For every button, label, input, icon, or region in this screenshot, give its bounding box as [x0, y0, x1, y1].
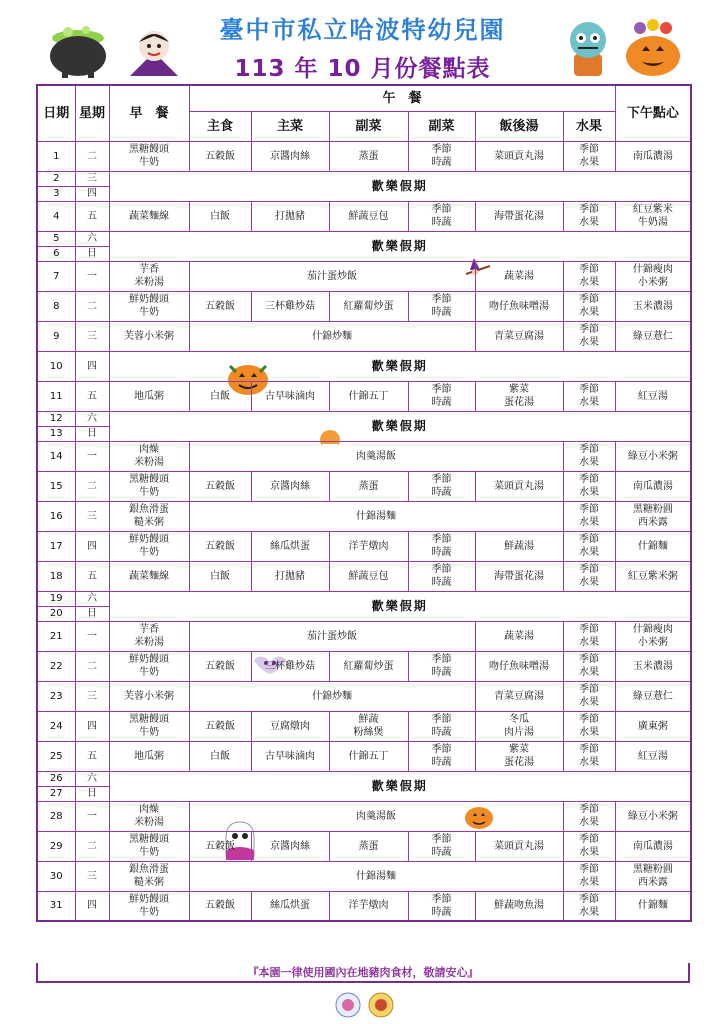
cell-day: 一	[75, 621, 109, 651]
cell-date: 30	[37, 861, 75, 891]
cell-staple: 五穀飯	[189, 891, 251, 921]
cell-breakfast: 肉燥 米粉湯	[109, 801, 189, 831]
cell-day: 六	[75, 771, 109, 786]
cell-merged: 茄汁蛋炒飯	[189, 261, 475, 291]
cell-fruit: 季節 水果	[563, 891, 615, 921]
cell-date: 2	[37, 171, 75, 186]
cell-breakfast: 芋香 米粉湯	[109, 261, 189, 291]
cell-fruit: 季節 水果	[563, 681, 615, 711]
menu-row	[37, 771, 691, 786]
cell-side2: 季節 時蔬	[408, 831, 475, 861]
cell-side2: 季節 時蔬	[408, 711, 475, 741]
cell-staple: 白飯	[189, 201, 251, 231]
cell-side1: 紅蘿蔔炒蛋	[329, 651, 408, 681]
cell-snack: 南瓜濃湯	[615, 831, 691, 861]
cell-snack: 黑糖粉圓 西米露	[615, 861, 691, 891]
cell-breakfast: 地瓜粥	[109, 381, 189, 411]
header-staple: 主食	[189, 111, 251, 141]
cell-side1: 蒸蛋	[329, 141, 408, 171]
cell-date: 7	[37, 261, 75, 291]
cell-day: 四	[75, 891, 109, 921]
cell-day: 日	[75, 606, 109, 621]
cell-breakfast: 黑糖饅頭 牛奶	[109, 471, 189, 501]
cell-fruit: 季節 水果	[563, 321, 615, 351]
menu-row	[37, 471, 691, 501]
cell-main: 古早味滷肉	[251, 741, 329, 771]
cell-staple: 五穀飯	[189, 531, 251, 561]
cell-day: 五	[75, 201, 109, 231]
cell-snack: 南瓜濃湯	[615, 141, 691, 171]
cell-side2: 季節 時蔬	[408, 381, 475, 411]
cell-fruit: 季節 水果	[563, 381, 615, 411]
menu-row	[37, 561, 691, 591]
cell-soup: 紫菜 蛋花湯	[475, 381, 563, 411]
cell-day: 二	[75, 471, 109, 501]
cell-date: 17	[37, 531, 75, 561]
cell-snack: 紅豆紫米粥	[615, 561, 691, 591]
cell-breakfast: 芙蓉小米粥	[109, 321, 189, 351]
cell-side1: 蒸蛋	[329, 471, 408, 501]
cell-side2: 季節 時蔬	[408, 741, 475, 771]
menu-row	[37, 261, 691, 291]
cell-fruit: 季節 水果	[563, 621, 615, 651]
cell-merged: 什錦炒麵	[189, 321, 475, 351]
cell-date: 29	[37, 831, 75, 861]
menu-row	[37, 201, 691, 231]
cell-day: 二	[75, 291, 109, 321]
header-soup: 飯後湯	[475, 111, 563, 141]
cell-snack: 什錦瘦肉 小米粥	[615, 261, 691, 291]
cell-side2: 季節 時蔬	[408, 891, 475, 921]
cell-date: 16	[37, 501, 75, 531]
menu-row	[37, 651, 691, 681]
cell-side1: 洋芋燉肉	[329, 531, 408, 561]
cell-snack: 綠豆小米粥	[615, 801, 691, 831]
cell-date: 18	[37, 561, 75, 591]
cell-breakfast: 鮮奶饅頭 牛奶	[109, 891, 189, 921]
cell-soup: 菜頭貢丸湯	[475, 471, 563, 501]
menu-row	[37, 501, 691, 531]
cell-side1: 鮮蔬豆包	[329, 561, 408, 591]
cell-soup: 吻仔魚味噌湯	[475, 291, 563, 321]
cell-soup: 蔬菜湯	[475, 621, 563, 651]
header-weekday: 星期	[75, 85, 109, 141]
cell-breakfast: 銀魚滑蛋 糙米粥	[109, 861, 189, 891]
menu-row	[37, 321, 691, 351]
cell-breakfast: 鮮奶饅頭 牛奶	[109, 651, 189, 681]
cell-snack: 綠豆小米粥	[615, 441, 691, 471]
cell-side1: 紅蘿蔔炒蛋	[329, 291, 408, 321]
menu-table	[36, 84, 692, 922]
cell-day: 六	[75, 591, 109, 606]
cell-day: 三	[75, 501, 109, 531]
cell-side2: 季節 時蔬	[408, 291, 475, 321]
cell-snack: 南瓜濃湯	[615, 471, 691, 501]
cell-day: 一	[75, 441, 109, 471]
cell-date: 13	[37, 426, 75, 441]
cell-date: 3	[37, 186, 75, 201]
cell-staple: 五穀飯	[189, 471, 251, 501]
cell-snack: 什錦麵	[615, 531, 691, 561]
cell-day: 四	[75, 186, 109, 201]
cell-snack: 廣東粥	[615, 711, 691, 741]
cell-staple: 五穀飯	[189, 291, 251, 321]
header-lunch: 午 餐	[189, 85, 615, 111]
cell-snack: 紅豆紫米 牛奶湯	[615, 201, 691, 231]
cell-snack: 綠豆薏仁	[615, 321, 691, 351]
cell-staple: 五穀飯	[189, 141, 251, 171]
pumpkin-bucket-illustration	[622, 18, 684, 78]
cell-staple: 白飯	[189, 381, 251, 411]
cell-side1: 鮮蔬豆包	[329, 201, 408, 231]
cell-day: 二	[75, 651, 109, 681]
cell-soup: 鮮蔬吻魚湯	[475, 891, 563, 921]
cell-snack: 紅豆湯	[615, 381, 691, 411]
cell-date: 26	[37, 771, 75, 786]
header-side1: 副菜	[329, 111, 408, 141]
cell-snack: 玉米濃湯	[615, 651, 691, 681]
cell-breakfast: 芋香 米粉湯	[109, 621, 189, 651]
cell-fruit: 季節 水果	[563, 141, 615, 171]
cell-date: 24	[37, 711, 75, 741]
cell-main: 絲瓜烘蛋	[251, 891, 329, 921]
cell-soup: 青菜豆腐湯	[475, 681, 563, 711]
cell-merged: 茄汁蛋炒飯	[189, 621, 475, 651]
header-date: 日期	[37, 85, 75, 141]
cell-breakfast: 黑糖饅頭 牛奶	[109, 831, 189, 861]
cell-date: 14	[37, 441, 75, 471]
menu-row	[37, 681, 691, 711]
cell-snack: 黑糖粉圓 西米露	[615, 501, 691, 531]
cell-merged: 肉羹湯飯	[189, 441, 563, 471]
cell-soup: 紫菜 蛋花湯	[475, 741, 563, 771]
cell-fruit: 季節 水果	[563, 711, 615, 741]
holiday-cell: 歡樂假期	[109, 771, 691, 801]
cell-fruit: 季節 水果	[563, 291, 615, 321]
holiday-cell: 歡樂假期	[109, 411, 691, 441]
menu-row	[37, 741, 691, 771]
cell-soup: 冬瓜 肉片湯	[475, 711, 563, 741]
cell-snack: 紅豆湯	[615, 741, 691, 771]
menu-row	[37, 801, 691, 831]
header-snack: 下午點心	[615, 85, 691, 141]
cell-breakfast: 鮮奶饅頭 牛奶	[109, 531, 189, 561]
menu-row	[37, 831, 691, 861]
cell-breakfast: 芙蓉小米粥	[109, 681, 189, 711]
cell-side2: 季節 時蔬	[408, 471, 475, 501]
cell-main: 京醬肉絲	[251, 141, 329, 171]
header-main: 主菜	[251, 111, 329, 141]
cell-day: 二	[75, 831, 109, 861]
menu-row	[37, 291, 691, 321]
cell-date: 4	[37, 201, 75, 231]
cell-side1: 什錦五丁	[329, 381, 408, 411]
cell-fruit: 季節 水果	[563, 471, 615, 501]
cell-date: 5	[37, 231, 75, 246]
cell-staple: 白飯	[189, 561, 251, 591]
cell-side2: 季節 時蔬	[408, 561, 475, 591]
cell-main: 三杯雞炒菇	[251, 651, 329, 681]
cell-day: 三	[75, 861, 109, 891]
cell-main: 三杯雞炒菇	[251, 291, 329, 321]
cell-staple: 五穀飯	[189, 831, 251, 861]
zombie-illustration	[560, 18, 616, 78]
cell-day: 四	[75, 351, 109, 381]
cell-soup: 海帶蛋花湯	[475, 201, 563, 231]
cell-snack: 綠豆薏仁	[615, 681, 691, 711]
cell-date: 21	[37, 621, 75, 651]
cell-main: 絲瓜烘蛋	[251, 531, 329, 561]
header-side2: 副菜	[408, 111, 475, 141]
cell-day: 五	[75, 381, 109, 411]
cell-soup: 青菜豆腐湯	[475, 321, 563, 351]
cell-soup: 菜頭貢丸湯	[475, 141, 563, 171]
cell-fruit: 季節 水果	[563, 531, 615, 561]
cauldron-illustration	[42, 18, 114, 78]
cell-side2: 季節 時蔬	[408, 141, 475, 171]
cell-main: 古早味滷肉	[251, 381, 329, 411]
cell-merged: 什錦湯麵	[189, 501, 563, 531]
cell-fruit: 季節 水果	[563, 501, 615, 531]
cell-main: 京醬肉絲	[251, 471, 329, 501]
cell-day: 三	[75, 321, 109, 351]
cell-day: 三	[75, 171, 109, 186]
cell-side2: 季節 時蔬	[408, 651, 475, 681]
cell-day: 五	[75, 561, 109, 591]
holiday-cell: 歡樂假期	[109, 171, 691, 201]
cell-snack: 什錦瘦肉 小米粥	[615, 621, 691, 651]
cell-date: 28	[37, 801, 75, 831]
cell-day: 四	[75, 531, 109, 561]
cell-side2: 季節 時蔬	[408, 531, 475, 561]
cell-side1: 什錦五丁	[329, 741, 408, 771]
menu-row	[37, 141, 691, 171]
menu-body	[37, 141, 691, 921]
page-subtitle: 113 年 10 月份餐點表	[234, 56, 491, 82]
cell-date: 31	[37, 891, 75, 921]
cell-breakfast: 蔬菜麵線	[109, 201, 189, 231]
menu-row	[37, 171, 691, 186]
cell-date: 25	[37, 741, 75, 771]
cell-day: 五	[75, 741, 109, 771]
cell-breakfast: 鮮奶饅頭 牛奶	[109, 291, 189, 321]
cell-date: 11	[37, 381, 75, 411]
cell-day: 日	[75, 786, 109, 801]
header-fruit: 水果	[563, 111, 615, 141]
cell-side2: 季節 時蔬	[408, 201, 475, 231]
cell-date: 1	[37, 141, 75, 171]
cell-soup: 海帶蛋花湯	[475, 561, 563, 591]
menu-row	[37, 231, 691, 246]
cell-breakfast: 黑糖饅頭 牛奶	[109, 141, 189, 171]
header-breakfast: 早 餐	[109, 85, 189, 141]
cell-fruit: 季節 水果	[563, 801, 615, 831]
cell-date: 23	[37, 681, 75, 711]
cell-fruit: 季節 水果	[563, 201, 615, 231]
cell-date: 10	[37, 351, 75, 381]
menu-row	[37, 351, 691, 381]
cell-date: 12	[37, 411, 75, 426]
vampire-illustration	[126, 22, 182, 78]
cell-main: 京醬肉絲	[251, 831, 329, 861]
cell-merged: 什錦炒麵	[189, 681, 475, 711]
holiday-cell: 歡樂假期	[109, 591, 691, 621]
cell-breakfast: 肉燥 米粉湯	[109, 441, 189, 471]
cell-main: 打拋豬	[251, 201, 329, 231]
cell-day: 一	[75, 261, 109, 291]
menu-row	[37, 531, 691, 561]
holiday-cell: 歡樂假期	[109, 231, 691, 261]
cell-soup: 吻仔魚味噌湯	[475, 651, 563, 681]
cell-breakfast: 蔬菜麵線	[109, 561, 189, 591]
cell-day: 二	[75, 141, 109, 171]
cell-merged: 肉羹湯飯	[189, 801, 563, 831]
cell-main: 豆腐燉肉	[251, 711, 329, 741]
cell-date: 19	[37, 591, 75, 606]
cell-date: 15	[37, 471, 75, 501]
cell-soup: 鮮蔬湯	[475, 531, 563, 561]
footer-note: 『本園一律使用國內在地豬肉食材，敬請安心』	[36, 963, 690, 983]
cell-side1: 蒸蛋	[329, 831, 408, 861]
menu-row	[37, 591, 691, 606]
cell-fruit: 季節 水果	[563, 441, 615, 471]
cell-staple: 白飯	[189, 741, 251, 771]
cell-day: 一	[75, 801, 109, 831]
cell-day: 日	[75, 426, 109, 441]
menu-row	[37, 711, 691, 741]
cell-staple: 五穀飯	[189, 651, 251, 681]
page-title: 臺中市私立哈波特幼兒園	[219, 16, 506, 44]
cell-date: 27	[37, 786, 75, 801]
cell-fruit: 季節 水果	[563, 651, 615, 681]
cell-fruit: 季節 水果	[563, 261, 615, 291]
cell-day: 日	[75, 246, 109, 261]
cell-soup: 菜頭貢丸湯	[475, 831, 563, 861]
cell-fruit: 季節 水果	[563, 561, 615, 591]
menu-row	[37, 621, 691, 651]
cell-date: 9	[37, 321, 75, 351]
cell-date: 20	[37, 606, 75, 621]
certification-badge-icon	[368, 992, 394, 1018]
cell-merged: 什錦湯麵	[189, 861, 563, 891]
cell-fruit: 季節 水果	[563, 861, 615, 891]
holiday-cell: 歡樂假期	[109, 351, 691, 381]
menu-row	[37, 861, 691, 891]
cell-breakfast: 銀魚滑蛋 糙米粥	[109, 501, 189, 531]
cell-date: 8	[37, 291, 75, 321]
cell-staple: 五穀飯	[189, 711, 251, 741]
cell-day: 三	[75, 681, 109, 711]
cell-day: 六	[75, 231, 109, 246]
menu-row	[37, 411, 691, 426]
menu-row	[37, 891, 691, 921]
cell-date: 22	[37, 651, 75, 681]
cell-date: 6	[37, 246, 75, 261]
cell-breakfast: 黑糖饅頭 牛奶	[109, 711, 189, 741]
cell-side1: 洋芋燉肉	[329, 891, 408, 921]
cell-fruit: 季節 水果	[563, 741, 615, 771]
cell-main: 打拋豬	[251, 561, 329, 591]
menu-row	[37, 381, 691, 411]
cell-breakfast: 地瓜粥	[109, 741, 189, 771]
cell-fruit: 季節 水果	[563, 831, 615, 861]
menu-row	[37, 441, 691, 471]
school-logo-icon	[335, 992, 361, 1018]
cell-day: 四	[75, 711, 109, 741]
cell-snack: 什錦麵	[615, 891, 691, 921]
cell-snack: 玉米濃湯	[615, 291, 691, 321]
cell-day: 六	[75, 411, 109, 426]
cell-soup: 蔬菜湯	[475, 261, 563, 291]
cell-side1: 鮮蔬 粉絲煲	[329, 711, 408, 741]
